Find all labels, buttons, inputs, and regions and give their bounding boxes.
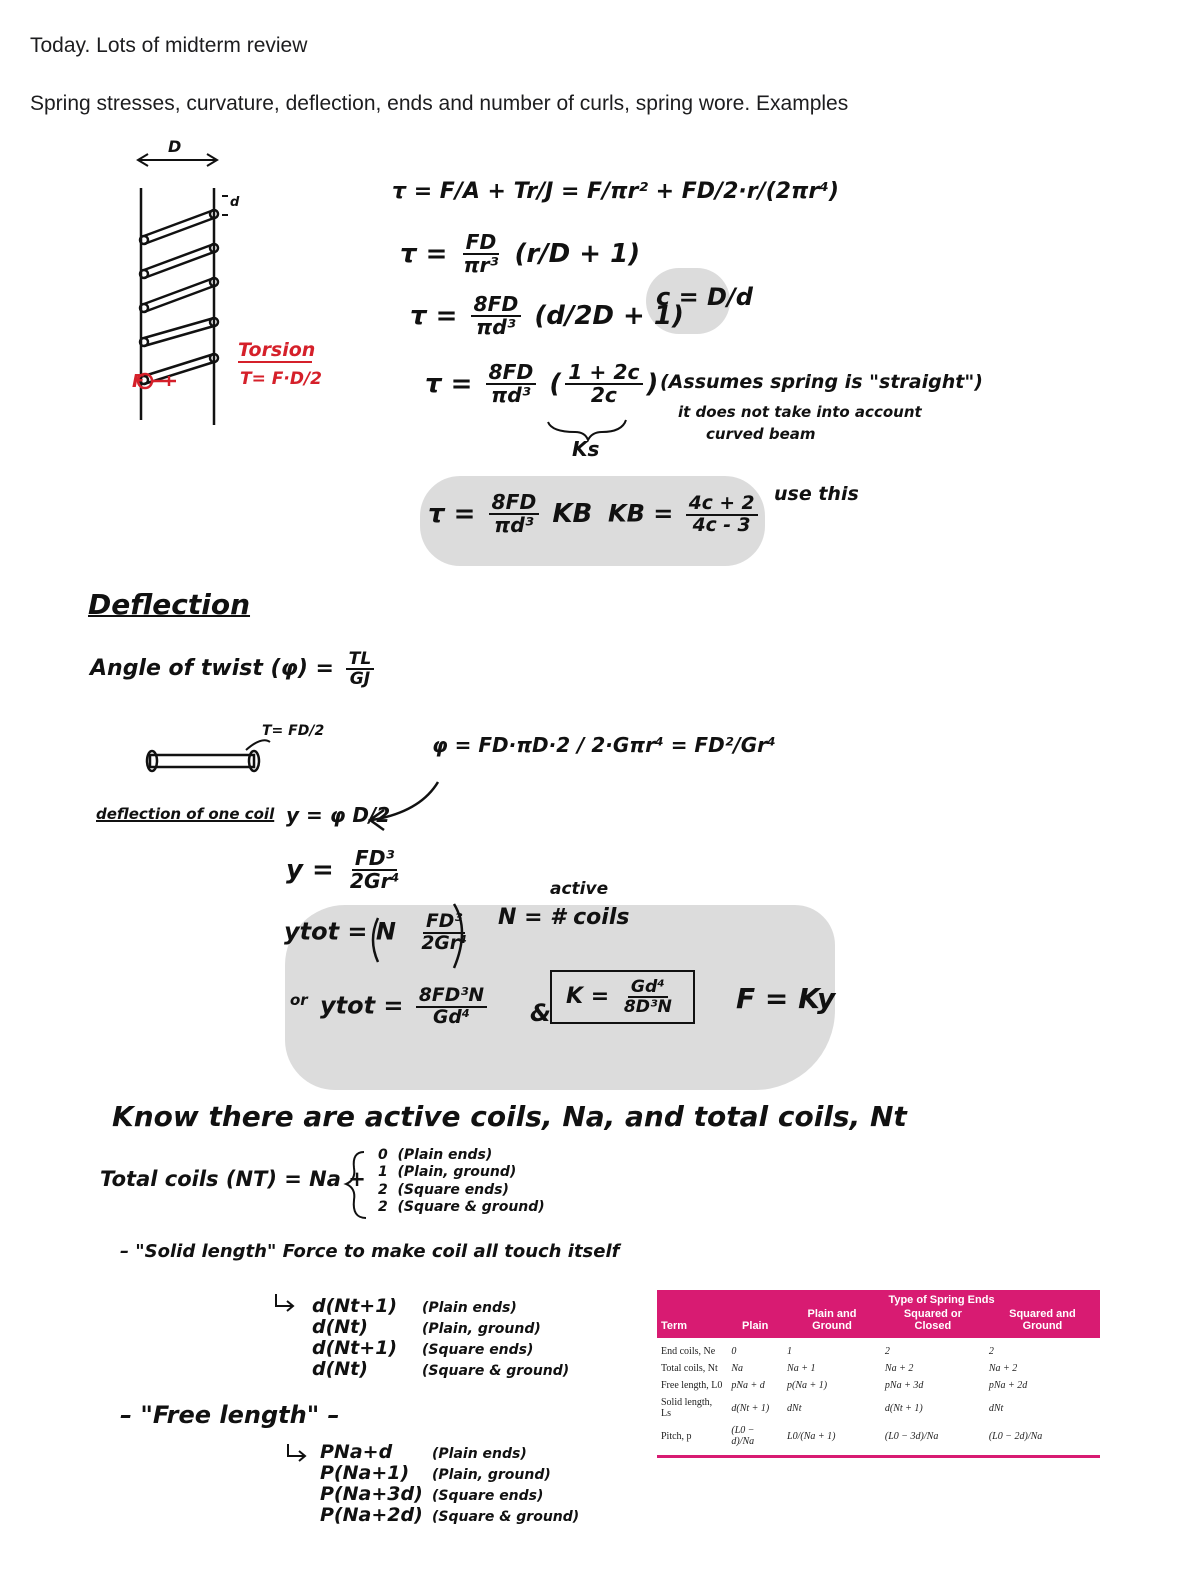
solid-eq-row: d(Nt) (Plain, ground) xyxy=(312,1315,541,1338)
free-length-list xyxy=(320,1442,579,1526)
table-header-plain-ground: Plain and Ground xyxy=(783,1307,881,1338)
or-label: or xyxy=(290,991,308,1009)
table-cell: 0 xyxy=(731,1346,737,1357)
straight-note-2: it does not take into account xyxy=(678,403,922,421)
table-cell: d(Nt + 1) xyxy=(884,1402,923,1414)
solid-length-list xyxy=(312,1296,569,1380)
table-cell: (L0 − 2d)/Na xyxy=(985,1422,1100,1457)
table-cell: d(Nt + 1) xyxy=(731,1402,770,1414)
table-row xyxy=(657,1338,1100,1360)
spring-ends-table xyxy=(657,1290,1100,1458)
table-cell: End coils, Ne xyxy=(661,1346,716,1357)
table-header-blank xyxy=(657,1290,727,1307)
bar-torque: T= FD/2 xyxy=(262,723,325,739)
table-header-plain: Plain xyxy=(727,1307,783,1338)
solid-eq-row: d(Nt+1) (Plain ends) xyxy=(312,1295,517,1317)
table-row xyxy=(657,1394,1100,1422)
table-cell: pNa + d xyxy=(731,1380,765,1391)
table-cell: L0/(Na + 1) xyxy=(783,1422,881,1457)
table-cell: dNt xyxy=(988,1402,1004,1414)
and-label: & xyxy=(530,999,551,1027)
free-eq-row: P(Na+1) (Plain, ground) xyxy=(320,1461,551,1484)
table-cell: 1 xyxy=(787,1346,793,1357)
table-cell: Pitch, p xyxy=(657,1422,727,1457)
know-coils-line: Know there are active coils, Na, and total coils, Nt xyxy=(112,1100,907,1133)
table-row xyxy=(657,1360,1100,1377)
table-cell: Free length, L0 xyxy=(661,1380,723,1391)
table-cell: Na xyxy=(731,1363,744,1374)
total-coils-label: Total coils (NT) = Na + xyxy=(100,1167,366,1191)
table-cell: pNa + 3d xyxy=(884,1380,924,1391)
one-coil-label: deflection of one coil xyxy=(96,805,275,823)
table-header-squared-ground: Squared and Ground xyxy=(985,1307,1100,1338)
torsion-equation: T= F·D/2 xyxy=(240,369,322,389)
table-header-term: Term xyxy=(657,1307,727,1338)
option-row: 1 (Plain, ground) xyxy=(378,1164,517,1181)
option-row: 2 (Square & ground) xyxy=(378,1199,545,1216)
force-label: F xyxy=(132,371,145,392)
free-eq-row: P(Na+3d) (Square ends) xyxy=(320,1482,544,1505)
stress-eq-3: τ = $\frac{8FD}{\text{πd³}}$ (d/2D + 1) xyxy=(410,292,684,340)
table-cell: Na + 1 xyxy=(787,1363,816,1374)
table-group-header: Type of Spring Ends xyxy=(783,1290,1100,1307)
stress-eq-5: τ = $\frac{8FD}{\text{πd³}}$ KB xyxy=(428,490,593,538)
table-cell: dNt xyxy=(787,1402,802,1414)
table-cell: pNa + 2d xyxy=(988,1380,1028,1391)
straight-note-1: (Assumes spring is "straight") xyxy=(660,371,983,393)
y-equation: y = $\frac{\text{FD³}}{\text{2Gr⁴}}$ xyxy=(286,846,400,894)
table-cell: p(Na + 1) xyxy=(787,1380,828,1391)
kb-equation: KB = $\frac{4c + 2}{4c - 3}$ xyxy=(608,494,762,535)
table-cell: (L0 − d)/Na xyxy=(727,1422,783,1457)
ytot-equation-2: ytot = $\frac{\text{8FD³N}}{\text{Gd⁴}}$ xyxy=(320,986,491,1027)
table-cell: (L0 − 3d)/Na xyxy=(881,1422,985,1457)
solid-eq-row: d(Nt) (Square & ground) xyxy=(312,1357,570,1380)
free-eq-row: P(Na+2d) (Square & ground) xyxy=(320,1503,580,1526)
stress-eq-4: τ = $\frac{8FD}{\text{πd³}}$ ( $\frac{1 + 2c}{2c}$ ) xyxy=(425,360,659,408)
hookes-law: F = Ky xyxy=(736,982,836,1015)
angle-of-twist: Angle of twist (φ) = $\frac{TL}{GJ}$ xyxy=(90,650,378,688)
table-row xyxy=(657,1422,1100,1457)
free-eq-row: PNa+d (Plain ends) xyxy=(320,1441,527,1463)
torsion-title: Torsion xyxy=(238,339,316,361)
n-definition: N = # coils xyxy=(498,905,630,930)
solid-eq-row: d(Nt+1) (Square ends) xyxy=(312,1336,534,1359)
table-cell: Total coils, Nt xyxy=(661,1363,718,1374)
table-cell: Na + 2 xyxy=(884,1363,914,1374)
one-coil-equation: y = φ D/2 xyxy=(286,803,391,827)
ks-label: Ks xyxy=(572,437,600,461)
header-line-1: Today. Lots of midterm review xyxy=(30,34,308,57)
spring-index-def: c = D/d xyxy=(656,283,753,311)
stress-eq-2: τ = $\frac{FD}{\text{πr³}}$ (r/D + 1) xyxy=(400,230,641,278)
table-header-squared-closed: Squared or Closed xyxy=(881,1307,985,1338)
table-cell: Solid length, Ls xyxy=(661,1397,713,1419)
ytot-equation: ytot = N $\frac{\text{FD³}}{\text{2Gr⁴}}$ xyxy=(284,911,468,954)
table-cell: 2 xyxy=(884,1346,890,1357)
free-length-line: – "Free length" – xyxy=(120,1401,340,1429)
total-coils-options xyxy=(378,1148,545,1216)
table-header-blank xyxy=(727,1290,783,1307)
n-active-label: active xyxy=(550,879,609,899)
table-row xyxy=(657,1377,1100,1394)
table-cell: 2 xyxy=(988,1346,994,1357)
use-this-note: use this xyxy=(774,483,859,505)
spring-rate-equation: K = $\frac{\text{Gd⁴}}{\text{8D³N}}$ xyxy=(550,970,695,1024)
option-row: 0 (Plain ends) xyxy=(378,1147,493,1163)
phi-equation: φ = FD·πD·2 / 2·Gπr⁴ = FD²/Gr⁴ xyxy=(432,733,776,757)
header-line-2: Spring stresses, curvature, deflection, ends and number of curls, spring wore. Examples xyxy=(30,92,849,115)
dimension-D-label: D xyxy=(168,137,182,156)
solid-length-line: – "Solid length" Force to make coil all touch itself xyxy=(120,1241,620,1262)
straight-note-3: curved beam xyxy=(706,425,816,443)
table-cell: Na + 2 xyxy=(988,1363,1018,1374)
stress-eq-1: τ = F/A + Tr/J = F/πr² + FD/2·r/(2πr⁴) xyxy=(392,179,839,204)
dimension-d-label: d xyxy=(230,195,240,210)
option-row: 2 (Square ends) xyxy=(378,1181,509,1198)
deflection-title: Deflection xyxy=(88,588,251,621)
